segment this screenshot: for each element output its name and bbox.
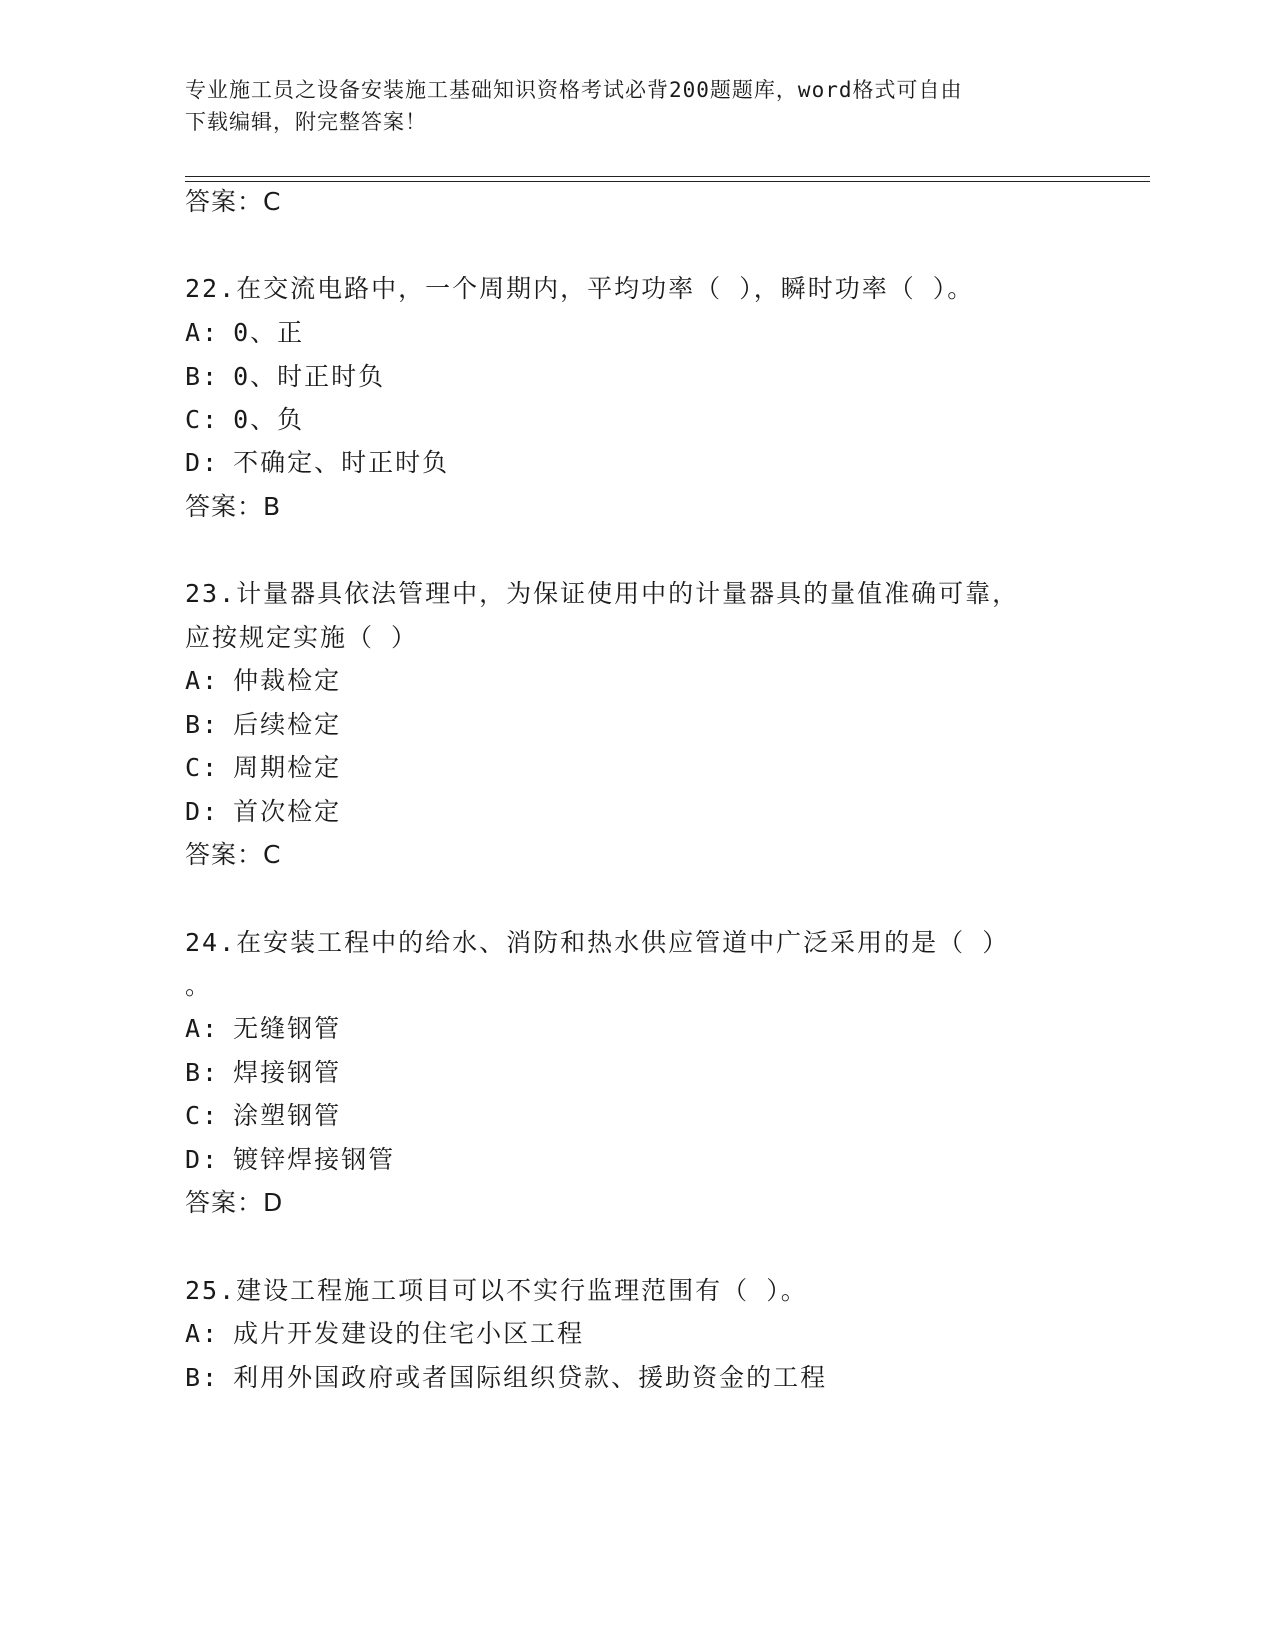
option-label: C: — [185, 753, 220, 782]
option-label: A: — [185, 1014, 220, 1043]
q23-answer: 答案：C — [185, 840, 282, 869]
question-23-line-2: 应按规定实施（ ） — [185, 623, 419, 652]
q22-option-c — [185, 404, 304, 436]
option-label: D: — [185, 448, 220, 477]
option-text: 成片开发建设的住宅小区工程 — [233, 1319, 585, 1348]
q22-option-d — [185, 447, 449, 479]
header-rule-top — [185, 176, 1150, 177]
option-label: B: — [185, 710, 220, 739]
option-label: C: — [185, 1101, 220, 1130]
option-label: A: — [185, 666, 220, 695]
option-label: C: — [185, 405, 220, 434]
q24-option-c — [185, 1100, 341, 1132]
q22-option-b — [185, 361, 385, 393]
option-text: 利用外国政府或者国际组织贷款、援助资金的工程 — [233, 1363, 828, 1392]
option-text: 后续检定 — [233, 710, 342, 739]
q24-option-b — [185, 1057, 341, 1089]
option-text: 镀锌焊接钢管 — [233, 1145, 396, 1174]
q23-option-a — [185, 665, 341, 697]
option-label: D: — [185, 797, 220, 826]
option-text: 无缝钢管 — [233, 1014, 342, 1043]
q24-option-d — [185, 1144, 395, 1176]
option-text: 焊接钢管 — [233, 1058, 342, 1087]
header-line-2: 下载编辑，附完整答案！ — [185, 110, 427, 134]
option-text: 0、正 — [233, 318, 305, 347]
question-24-line-2: 。 — [185, 971, 213, 1000]
q23-option-d — [185, 796, 341, 828]
option-label: D: — [185, 1145, 220, 1174]
option-label: B: — [185, 1058, 220, 1087]
option-text: 首次检定 — [233, 797, 342, 826]
header-rule-bottom — [185, 181, 1150, 182]
q22-option-a — [185, 317, 304, 349]
option-text: 仲裁检定 — [233, 666, 342, 695]
q23-option-c — [185, 752, 341, 784]
option-label: B: — [185, 362, 220, 391]
question-22: 22.在交流电路中，一个周期内，平均功率（ ），瞬时功率（ ）。 — [185, 274, 975, 303]
option-text: 0、负 — [233, 405, 305, 434]
question-24-line-1: 24.在安装工程中的给水、消防和热水供应管道中广泛采用的是（ ） — [185, 928, 1010, 957]
question-25: 25.建设工程施工项目可以不实行监理范围有（ ）。 — [185, 1276, 808, 1305]
q25-option-a — [185, 1318, 584, 1350]
option-label: A: — [185, 1319, 220, 1348]
option-label: B: — [185, 1363, 220, 1392]
header-line-1: 专业施工员之设备安装施工基础知识资格考试必背200题题库，word格式可自由 — [185, 78, 963, 102]
q23-option-b — [185, 709, 341, 741]
option-label: A: — [185, 318, 220, 347]
question-23-line-1: 23.计量器具依法管理中，为保证使用中的计量器具的量值准确可靠， — [185, 579, 1020, 608]
option-text: 0、时正时负 — [233, 362, 386, 391]
q24-answer: 答案：D — [185, 1188, 284, 1217]
option-text: 涂塑钢管 — [233, 1101, 342, 1130]
q25-option-b — [185, 1362, 827, 1394]
option-text: 不确定、时正时负 — [233, 448, 450, 477]
option-text: 周期检定 — [233, 753, 342, 782]
document-header — [185, 74, 1085, 138]
previous-answer: 答案：C — [185, 187, 282, 216]
q22-answer: 答案：B — [185, 492, 282, 521]
q24-option-a — [185, 1013, 341, 1045]
